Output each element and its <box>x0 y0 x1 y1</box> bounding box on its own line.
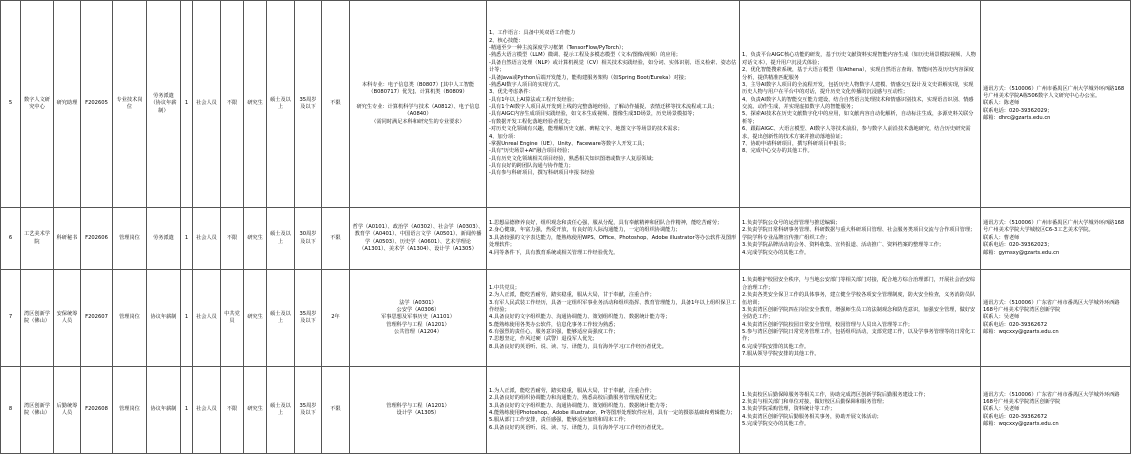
post-type: 研究助理 <box>54 1 81 208</box>
hiring-count: 1 <box>181 367 193 454</box>
age-limit: 35周岁及以下 <box>295 270 322 367</box>
unit-name: 工艺美术学院 <box>21 208 54 270</box>
requirement-line: 6.有强烈的责任心，服务意识强，能够适应高强度工作； <box>489 329 619 336</box>
post-category: 专业技术岗位 <box>113 1 147 208</box>
row-number: 6 <box>1 208 21 270</box>
experience: 不限 <box>322 367 350 454</box>
post-code: F202608 <box>81 367 113 454</box>
requirement-line: -对历史文化领域有兴趣，能理解历史文献、碑帖文字、地图文字等场景的技术需求； <box>489 126 683 133</box>
requirement-line: 1.中共党员； <box>489 284 520 291</box>
degree: 硕士及以上 <box>267 208 295 270</box>
requirement-line: 1.为人正派，能吃苦耐劳，踏实稳重，服从大局，甘于奉献，注重合作； <box>489 387 655 394</box>
education-level: 研究生 <box>244 208 267 270</box>
duty-line: 3.负责湾区创新学院四在岗位安全教育，增强师生员工的法制观念和防范意识，加强安全管理，做好安全防范工作； <box>742 306 976 321</box>
applicant-type: 社会人员 <box>193 270 221 367</box>
requirement-line: -具有1年以上AI算法或工程开发经验； <box>489 96 578 103</box>
duty-line: 4、负责AI数字人的智能交互能力建设，结合自然语言处理技术和情感识别技术，实现语音识别、情感交流、动作生成，并实现虚拟数字人的智能服务； <box>742 96 974 110</box>
applicant-type: 社会人员 <box>193 208 221 270</box>
duty-line: 6.完成学院安排的其他工作。 <box>742 343 810 350</box>
age-limit: 35周岁及以下 <box>295 1 322 208</box>
post-type: 后勤统筹人员 <box>54 367 81 454</box>
job-requirements <box>487 1 740 208</box>
age-limit: 35周岁及以下 <box>295 367 322 454</box>
unit-name: 湾区创新学院（佛山） <box>21 270 54 367</box>
applicant-type: 社会人员 <box>193 1 221 208</box>
contact-info: 通讯方式：（510006）广州市番禺区广州大学城外环西路168号广州美术学院大学城校区C6-3工艺美术学院。 联系人：曹老师 联系电话：020-39362023； 邮箱：gymsxy@gzarts.edu.cn <box>981 208 1131 270</box>
requirement-line: 6.具备良好的英语听、说、读、写、译能力，具有海外学习/工作经历者优先。 <box>489 424 667 431</box>
contact-info: 通讯方式：（510006）广州市番禺区广州大学城外环西路168号广州美术学院A栋506数字人文研究中心办公室。 联系人：陈老师 联系电话：020-39362029； 邮箱：dhrc@gzarts.edu.cn <box>981 1 1131 208</box>
requirement-line: 7.思想坚定，作风过硬（武警）退役军人优先； <box>489 336 598 343</box>
row-number: 7 <box>1 270 21 367</box>
duty-line: 4.负责湾区创新学院校园日常安全管理，校园管理与人员出入管理等工作； <box>742 321 913 328</box>
requirement-line: 8.具备良好的英语听、说、读、写、译能力，具有海外学习/工作经历者优先。 <box>489 343 667 350</box>
duty-line: 4.完成学院交办的其他工作。 <box>742 249 810 256</box>
duty-line: 1、负责平台AIGC核心功能的研发，基于历史文献资料实现智能内容生成（如历史场景模拟视频、人物对话文本），提升用户沉浸式体验； <box>742 52 976 66</box>
requirement-line: 2.具备良好的组织协调能力和沟通能力，熟悉高校后勤服务管理流程优先； <box>489 395 660 402</box>
requirement-line: 3.具备较强的文字表达能力，能熟练使用WPS、Office、Photoshop、Adobe illustrator等办公软件及图形处理软件； <box>489 234 737 249</box>
duty-line: 3.负责学院采购管理，资料统计等工作； <box>742 406 836 413</box>
requirement-line: -有数据开发工程化落地经验者优先； <box>489 118 574 125</box>
duty-line: 2.负责各类安全保卫工作的具体事务，建立健全学校各项安全管理制度，防火安全检查，义务消防员队伍培训； <box>742 292 976 306</box>
unit-name: 湾区创新学院（佛山） <box>21 367 54 454</box>
table-row <box>1 1 1131 208</box>
duty-line: 4.负责湾区创新学院后勤服务相关事务，协助开展文体活动； <box>742 413 882 420</box>
major-requirement: 管理科学与工程（A1201） 设计学（A1305） <box>350 367 487 454</box>
education-level: 研究生 <box>244 1 267 208</box>
requirement-line: -具有良好的跨团队沟通与协作能力； <box>489 163 574 169</box>
requirement-line: 4.具备良好的文字组织能力、沟通协调能力、策划组织能力、数据统计能力等； <box>489 314 671 321</box>
employment-form: 劳务派遣 <box>147 208 181 270</box>
table-row <box>1 367 1131 454</box>
degree: 硕士及以上 <box>267 1 295 208</box>
education-level: 研究生 <box>244 270 267 367</box>
post-category: 管理岗位 <box>113 270 147 367</box>
job-duties <box>740 367 981 454</box>
duty-line: 2.负责与相关部门和单位对接，做好校区后勤保障和服务管理； <box>742 398 888 405</box>
requirement-line: -熟悉大语言模型（LLM）微调、提示工程及多模态模型（文本/图像/视频）的应用； <box>489 52 681 59</box>
post-type: 科研秘书 <box>54 208 81 270</box>
degree: 硕士及以上 <box>267 270 295 367</box>
duty-line: 5.参与湾区创新学院日常党务管理工作，包括组织活动，支部党建工作，以及学事务管理等的日常化工作； <box>742 329 976 343</box>
job-duties <box>740 208 981 270</box>
unit-name: 数字人文研究中心 <box>21 1 54 208</box>
requirement-line: 1、工作语言：具备中英双语工作能力 <box>489 30 576 37</box>
hiring-count: 1 <box>181 1 193 208</box>
duty-line: 1.负责学院公众号的运营管理与推送编辑； <box>742 220 841 227</box>
duty-line: 3、主导AI数字人项目的全流程开发，包括历史人物数字人建模、情感交互设计及文史讲解实现，实现历史人物与用户在平台中的对话，提升历史文化传播的沉浸感与互动性； <box>742 81 974 96</box>
requirement-line: 4.能熟练使用Photoshop、Adobe illustrator、Pr等图形处理软件应用，具有一定的摄影基础和剪辑能力； <box>489 410 736 416</box>
requirement-line: 3.有军人民武装工作经历，具备一定组织军事业务活动和组织指挥、教育管理能力，具备1年以上组织保卫工作经验； <box>489 299 736 313</box>
job-duties <box>740 270 981 367</box>
duty-line: 3.负责学院品牌活动的会务、资料收集、宣传报道、活动推广、资料档案的整理等工作； <box>742 242 945 249</box>
duty-line: 8、完成中心交办的其他工作。 <box>742 148 813 155</box>
duty-line: 2.负责学院日常科研事务管理、科研数据与重大科研项目管理、社会服务类项目交流与合作项目管理；学院学科专业品牌宣传推广组织工作； <box>742 227 976 241</box>
degree: 硕士及以上 <box>267 367 295 454</box>
post-code: F202605 <box>81 1 113 208</box>
requirement-line: -精通至少一种主流深度学习框架（TensorFlow/PyTorch）； <box>489 45 627 51</box>
requirement-line: 2.为人正派，能吃苦耐劳，踏实稳重，服从大局，甘于奉献，注重合作； <box>489 292 655 299</box>
post-code: F202606 <box>81 208 113 270</box>
requirement-line: -具备自然语言处理（NLP）或计算机视觉（CV）相关技术实践经验，如分词、实体识别、语义检索、姿态估计等； <box>489 59 737 74</box>
political-status: 中共党员 <box>221 270 244 367</box>
duty-line: 1.负责校区后勤保障服务等相关工作，协助完成湾区创新学院后勤服务建设工作； <box>742 391 929 398</box>
applicant-type: 社会人员 <box>193 367 221 454</box>
requirement-line: 4、加分项： <box>489 133 519 140</box>
requirement-line: -掌握Unreal Engine（UE）、Unity、Faceware等数字人开发工具； <box>489 140 648 147</box>
requirement-line: 4.同等条件下，具有教育系统或相关管理工作经验优先。 <box>489 249 619 256</box>
employment-form: 协议年薪制 <box>147 270 181 367</box>
requirement-line: 3、优先考虑条件： <box>489 89 534 96</box>
requirement-line: -具备Java或Python后端开发能力，能构建服务架构（如Spring Boot/Eureka）对接； <box>489 74 690 81</box>
job-duties <box>740 1 981 208</box>
job-requirements <box>487 270 740 367</box>
major-requirement: 哲学（A0101）、政治学（A0302）、社会学（A0303）、教育学（A0401）、中国语言文学（A0501）、新闻传播学（A0503）、历史学（A0601）、艺术学理论（A1301）、美术学（A1304）、设计学（A1305） <box>350 208 487 270</box>
job-requirements <box>487 367 740 454</box>
experience: 2年 <box>322 270 350 367</box>
row-number: 8 <box>1 367 21 454</box>
requirement-line: 5.能熟练使用各类办公软件，信息化事务工作较为熟悉； <box>489 321 619 328</box>
requirement-line: 2、核心技能： <box>489 37 524 44</box>
post-type: 安保统筹人员 <box>54 270 81 367</box>
requirement-line: 2.身心健康，年富力强，热爱开放，有良好的人际沟通能力，一定的组织协调能力； <box>489 227 681 234</box>
requirement-line: -熟悉AI数字人项目的实现方式。 <box>489 81 564 88</box>
experience: 不限 <box>322 208 350 270</box>
duty-line: 2、优化智能搜索系统，基于大语言模型（如Athena），实现自然语言查询、智能问答及历史内容深度分析，提供精准匹配服务 <box>742 67 974 81</box>
requirement-line: -具有历史文化领域相关项目经验，熟悉相关知识图谱或数字人复原领域； <box>489 155 657 162</box>
political-status: 不限 <box>221 367 244 454</box>
duty-line: 6、跟踪AIGC、大语言模型、AI数字人等技术前沿，参与数字人前沿技术落地研究，结合历史研究需求，提出创新性的技术方案并推动落地验证； <box>742 126 971 140</box>
post-category: 管理岗位 <box>113 367 147 454</box>
requirement-line: -具有1个AI数字人项目从开发到上线的完整落地经验，了解动作捕捉、表情迁移等技术流程或工具； <box>489 104 718 110</box>
row-number: 5 <box>1 1 21 208</box>
requirement-line: -具有AIGC内容生成项目实践经验，如文本生成视频、图像生成3D场景，历史场景模拟等； <box>489 111 698 118</box>
table-row <box>1 270 1131 367</box>
requirement-line: 5.服从部门工作安排，责任感强，能够适应加班和周末工作； <box>489 417 629 424</box>
education-level: 研究生 <box>244 367 267 454</box>
major-requirement: 本科专业：电子信息类（B0807）[其中人工智能（B080717）优先]、计算机类（B0809） 研究生专业：计算机科学与技术（A0812）、电子信息（A0840） （需同时满足本科和研究生的专业要求） <box>350 1 487 208</box>
experience: 不限 <box>322 1 350 208</box>
duty-line: 7、协助申请科研项目，撰写科研项目申报书； <box>742 140 850 147</box>
requirement-line: -具有"历史场景+AI"融合项目经验； <box>489 148 573 155</box>
duty-line: 5.完成学院交办的其他工作。 <box>742 421 810 428</box>
duty-line: 5、探索AI技术在历史文献数字化中的应用，如文献内容自动化解析，自动标注生成，多源史料关联分析等； <box>742 111 974 125</box>
political-status: 不限 <box>221 208 244 270</box>
political-status: 不限 <box>221 1 244 208</box>
hiring-count: 1 <box>181 270 193 367</box>
duty-line: 7.服从领导学院安排的其他工作。 <box>742 351 820 358</box>
duty-line: 1.负责维护校园安全秩序，与当地公安部门等相关部门对接，配合地方综合治理部门，开展社会治安综合治理工作； <box>742 277 976 291</box>
post-code: F202607 <box>81 270 113 367</box>
requirement-line: -具有参与科研项目，撰写科研项目申报书经验 <box>489 170 595 177</box>
requirement-line: 1.思想品德修养良好，组织观念和责任心强，服从分配，具有奉献精神和团队合作精神，能吃苦耐劳； <box>489 220 723 227</box>
requirement-line: 3.具备良好的文字组织能力、沟通协调能力、策划组织能力、数据统计能力等； <box>489 402 671 409</box>
contact-info: 通讯方式：（510006）广东省广州市番禺区大学城外环西路168号广州美术学院湾区创新学院 联系人：吴老师 联系电话：020-39362672 邮箱：wqcxxy@gzarts.edu.cn <box>981 270 1131 367</box>
employment-form: 劳务派遣（协议年薪制） <box>147 1 181 208</box>
age-limit: 30周岁及以下 <box>295 208 322 270</box>
table-row <box>1 208 1131 270</box>
hiring-count: 1 <box>181 208 193 270</box>
job-requirements <box>487 208 740 270</box>
major-requirement: 法学（A0301） 公安学（A0306） 军事思想及军事历史（A1101） 管理科学与工程（A1201） 公共管理（A1204） <box>350 270 487 367</box>
contact-info: 通讯方式：（510006）广东省广州市番禺区大学城外环西路168号广州美术学院湾区创新学院 联系人：吴老师 联系电话：020-39362672 邮箱：wqcxxy@gzarts.edu.cn <box>981 367 1131 454</box>
post-category: 管理岗位 <box>113 208 147 270</box>
employment-form: 协议年薪制 <box>147 367 181 454</box>
